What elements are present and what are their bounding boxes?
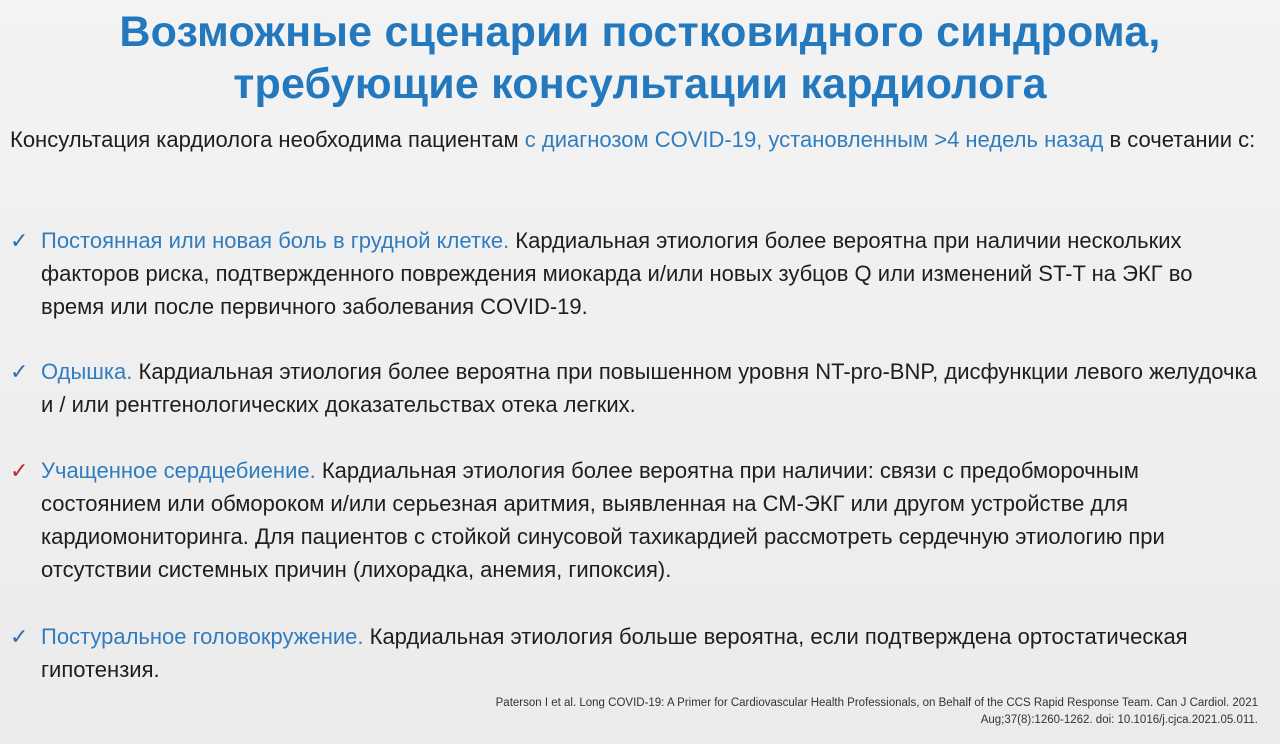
item-heading: Одышка. — [41, 359, 133, 384]
intro-text-after: в сочетании с: — [1103, 127, 1256, 152]
check-icon: ✓ — [10, 359, 29, 384]
check-icon: ✓ — [10, 228, 29, 253]
list-item-chest-pain — [10, 224, 1260, 323]
intro-highlight: с диагнозом COVID-19, установленным >4 недель назад — [524, 127, 1104, 152]
intro-paragraph — [10, 123, 1260, 156]
title-line-1: Возможные сценарии постковидного синдрома, — [119, 8, 1161, 56]
slide-title — [0, 6, 1280, 110]
item-text: Кардиальная этиология более вероятна при наличии нескольких факторов риска, подтвержденного повреждения миокарда и/или новых зубцов Q или изменений ST-T на ЭКГ во время или после первичного заболевания COVID-19. — [41, 228, 1193, 319]
item-heading: Постуральное головокружение. — [41, 624, 364, 649]
item-heading: Учащенное сердцебиение. — [41, 458, 316, 483]
item-heading: Постоянная или новая боль в грудной клетке. — [41, 228, 510, 253]
check-icon: ✓ — [10, 624, 29, 649]
check-icon: ✓ — [10, 458, 29, 483]
citation-line-2: Aug;37(8):1260-1262. doi: 10.1016/j.cjca.2021.05.011. — [980, 714, 1258, 726]
citation — [358, 695, 1258, 729]
list-item-postural-dizziness — [10, 620, 1260, 686]
list-item-dyspnea — [10, 355, 1260, 421]
title-line-2: требующие консультации кардиолога — [233, 60, 1047, 108]
list-item-palpitations — [10, 454, 1260, 586]
item-text: Кардиальная этиология более вероятна при наличии: связи с предобморочным состоянием или обмороком и/или серьезная аритмия, выявленная на СМ-ЭКГ или другом устройстве для кардиомониторинга. Для пациентов с стойкой синусовой тахикардией рассмотреть сердечную этиологию при отсутствии системных причин (лихорадка, анемия, гипоксия). — [41, 458, 1165, 582]
citation-line-1: Paterson I et al. Long COVID-19: A Primer for Cardiovascular Health Professionals, on Behalf of the CCS Rapid Response Team. Can J Cardiol. 2021 — [495, 697, 1258, 709]
item-text: Кардиальная этиология больше вероятна, если подтверждена ортостатическая гипотензия. — [41, 624, 1188, 682]
intro-text: Консультация кардиолога необходима пациентам — [10, 127, 525, 152]
item-text: Кардиальная этиология более вероятна при повышенном уровня NT-pro-BNP, дисфункции левого желудочка и / или рентгенологических доказательствах отека легких. — [41, 359, 1257, 417]
